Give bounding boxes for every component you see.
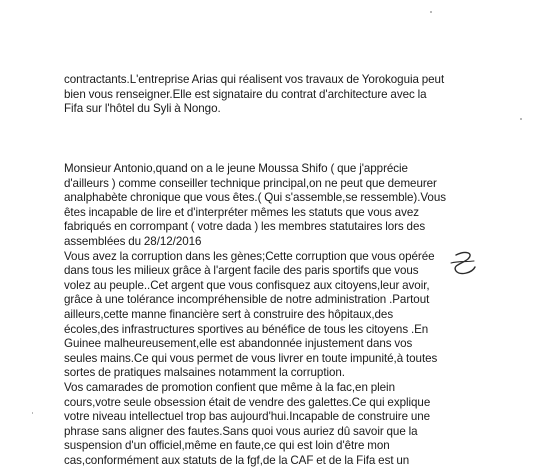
text-line: cas,conformément aux statuts de la fgf,de la CAF et de la Fifa est un [64, 453, 410, 467]
handwritten-scribble-mark [448, 249, 478, 277]
text-line: Vous avez la corruption dans les gènes;Cette corruption que vous opérée [64, 249, 435, 263]
text-line: votre niveau intellectuel trop bas aujourd'hui.Incapable de construire une [64, 410, 431, 424]
text-line: Guinee malheureusement,elle est abandonnée injustement dans vos [64, 337, 413, 351]
text-line: Vos camarades de promotion confient que même à la fac,en plein [64, 380, 395, 394]
text-line: dans tous les milieux grâce à l'argent facile des paris sportifs que vous [64, 264, 419, 278]
scan-speck [32, 412, 33, 414]
text-line: d'ailleurs ) comme conseiller technique principal,on ne peut que demeurer [64, 176, 437, 190]
text-line: grâce à une tolérance incompréhensible de notre administration .Partout [64, 293, 430, 307]
text-line: Monsieur Antonio,quand on a le jeune Moussa Shifo ( que j'apprécie [64, 162, 408, 175]
text-line: sortes de pratiques malsaines notamment la corruption. [64, 366, 345, 380]
text-line: Fifa sur l'hôtel du Syli à Nongo. [64, 102, 221, 116]
text-line: ailleurs,cette manne financière sert à construire des hôpitaux,des [64, 307, 394, 321]
text-line: contractants.L'entreprise Arias qui réalisent vos travaux de Yorokoguia peut [64, 73, 445, 86]
scan-speck [520, 118, 522, 120]
scan-speck [430, 11, 432, 13]
paragraph-arias-contract [64, 73, 484, 117]
text-line: suspension d'un officiel,même en faute,ce qui est loin d'être mon [64, 439, 390, 453]
text-line: bien vous renseigner.Elle est signataire du contrat d'architecture avec la [64, 87, 427, 101]
text-line: phrase sans aligner des fautes.Sans quoi vous auriez dû savoir que la [64, 424, 418, 438]
text-line: assemblées du 28/12/2016 [64, 234, 202, 248]
text-line: analphabète chronique que vous êtes.( Qui s'assemble,se ressemble).Vous [64, 191, 446, 205]
text-line: êtes incapable de lire et d'interpréter mêmes les statuts que vous avez [64, 205, 419, 219]
text-line: cours,votre seule obsession était de vendre des galettes.Ce qui explique [64, 395, 431, 409]
paragraph-letter-body [64, 162, 484, 468]
text-line: écoles,des infrastructures sportives au bénéfice de tous les citoyens .En [64, 322, 429, 336]
text-line: fabriqués en corrompant ( votre dada ) les membres statutaires lors des [64, 220, 426, 234]
text-line: volez au peuple..Cet argent que vous confisquez aux citoyens,leur avoir, [64, 278, 430, 292]
text-line: seules mains.Ce qui vous permet de vous livrer en toute impunité,à toutes [64, 351, 438, 365]
